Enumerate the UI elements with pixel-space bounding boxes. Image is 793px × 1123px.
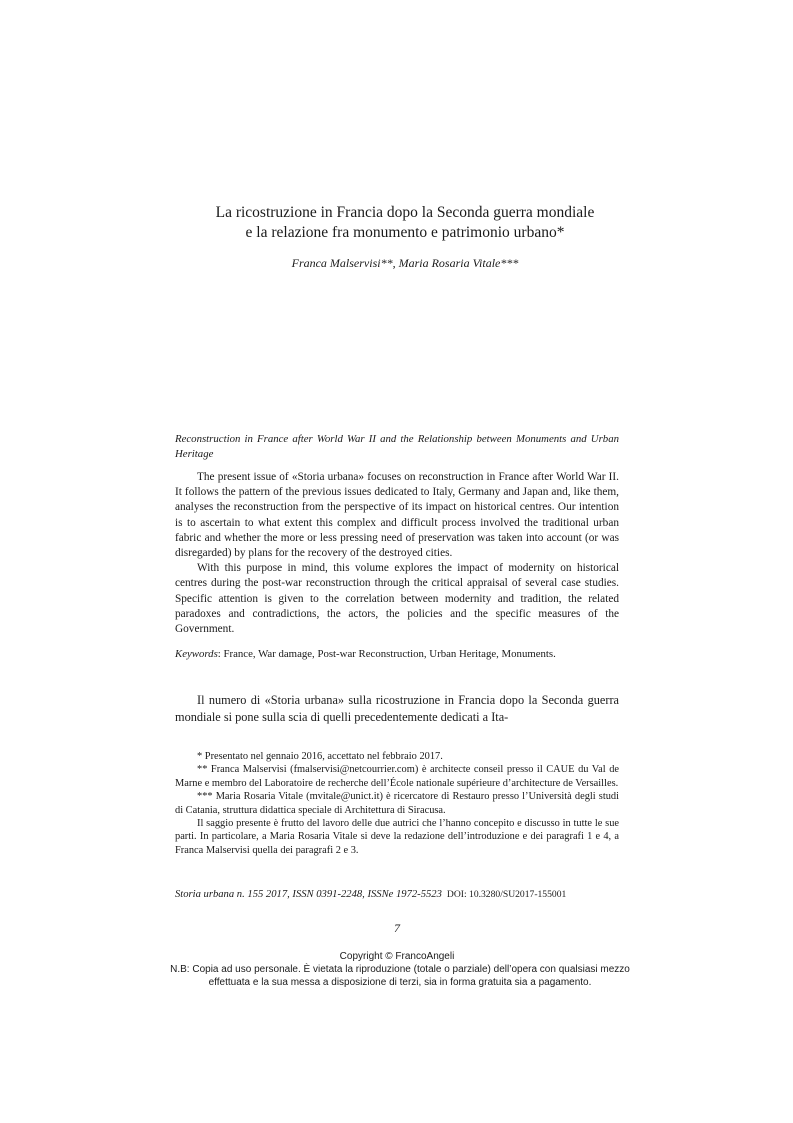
article-authors: Franca Malservisi**, Maria Rosaria Vitale***	[291, 256, 519, 270]
article-title-line-2: e la relazione fra monumento e patrimonio urbano*	[245, 224, 565, 241]
keywords	[175, 647, 619, 662]
footnote-authorship: Il saggio presente è frutto del lavoro delle due autrici che l’hanno concepito e discusso in tutte le sue parti. In particolare, a Maria Rosaria Vitale si deve la redazione dell’introduzione e dei paragrafi 1 e 4, a Franca Malservisi quella dei paragrafi 2 e 3.	[175, 818, 619, 856]
footnote-author-vitale: *** Maria Rosaria Vitale (mvitale@unict.it) è ricercatore di Restauro presso l’Università degli studi di Catania, struttura didattica speciale di Architettura di Siracusa.	[175, 791, 619, 816]
body-text	[175, 692, 619, 726]
abstract-paragraph-1: The present issue of «Storia urbana» focuses on reconstruction in France after World War II. It follows the pattern of the previous issues dedicated to Italy, Germany and Japan and, like them, analyses the reconstruction from the perspective of its impact on historical centres. Our intention is to ascertain to what extent this complex and difficult process involved the traditional urban fabric and whether the more or less pressing need of preservation was taken into account (or was disregarded) by plans for the recovery of the destroyed cities.	[175, 471, 619, 560]
abstract	[175, 470, 619, 637]
doi: DOI: 10.3280/SU2017-155001	[446, 889, 567, 900]
footnote-author-malservisi: ** Franca Malservisi (fmalservisi@netcourrier.com) è architecte conseil presso il CAUE du Val de Marne e membro del Laboratoire de recherche dell’École nationale supérieure d’architecture de Versailles.	[175, 764, 619, 789]
english-title: Reconstruction in France after World War II and the Relationship between Monuments and Urban Heritage	[175, 433, 619, 460]
journal-citation: Storia urbana n. 155 2017, ISSN 0391-2248, ISSNe 1972-5523	[175, 889, 442, 900]
body-paragraph: Il numero di «Storia urbana» sulla ricostruzione in Francia dopo la Seconda guerra mondiale si pone sulla scia di quelli precedentemente dedicati a Ita-	[175, 693, 619, 724]
page-number: 7	[394, 921, 400, 935]
copyright-line: Copyright © FrancoAngeli	[339, 951, 455, 962]
keywords-label: Keywords	[175, 648, 218, 660]
article-title	[100, 203, 710, 243]
article-title-line-1: La ricostruzione in Francia dopo la Seconda guerra mondiale	[215, 204, 595, 221]
footnote-submission: * Presentato nel gennaio 2016, accettato nel febbraio 2017.	[197, 751, 443, 762]
footnotes	[175, 750, 619, 857]
journal-reference	[175, 888, 619, 902]
copyright-notice: N.B: Copia ad uso personale. È vietata la riproduzione (totale o parziale) dell’opera con qualsiasi mezzo effettuata e la sua messa a disposizione di terzi, sia in forma gratuita sia a pagamento.	[170, 964, 630, 988]
keywords-text: : France, War damage, Post-war Reconstruction, Urban Heritage, Monuments.	[217, 648, 556, 660]
abstract-paragraph-2: With this purpose in mind, this volume explores the impact of modernity on historical centres during the post-war reconstruction through the critical appraisal of several case studies. Specific attention is given to the correlation between modernity and tradition, the related paradoxes and contradictions, the actors, the policies and the specific measures of the Government.	[175, 562, 619, 636]
